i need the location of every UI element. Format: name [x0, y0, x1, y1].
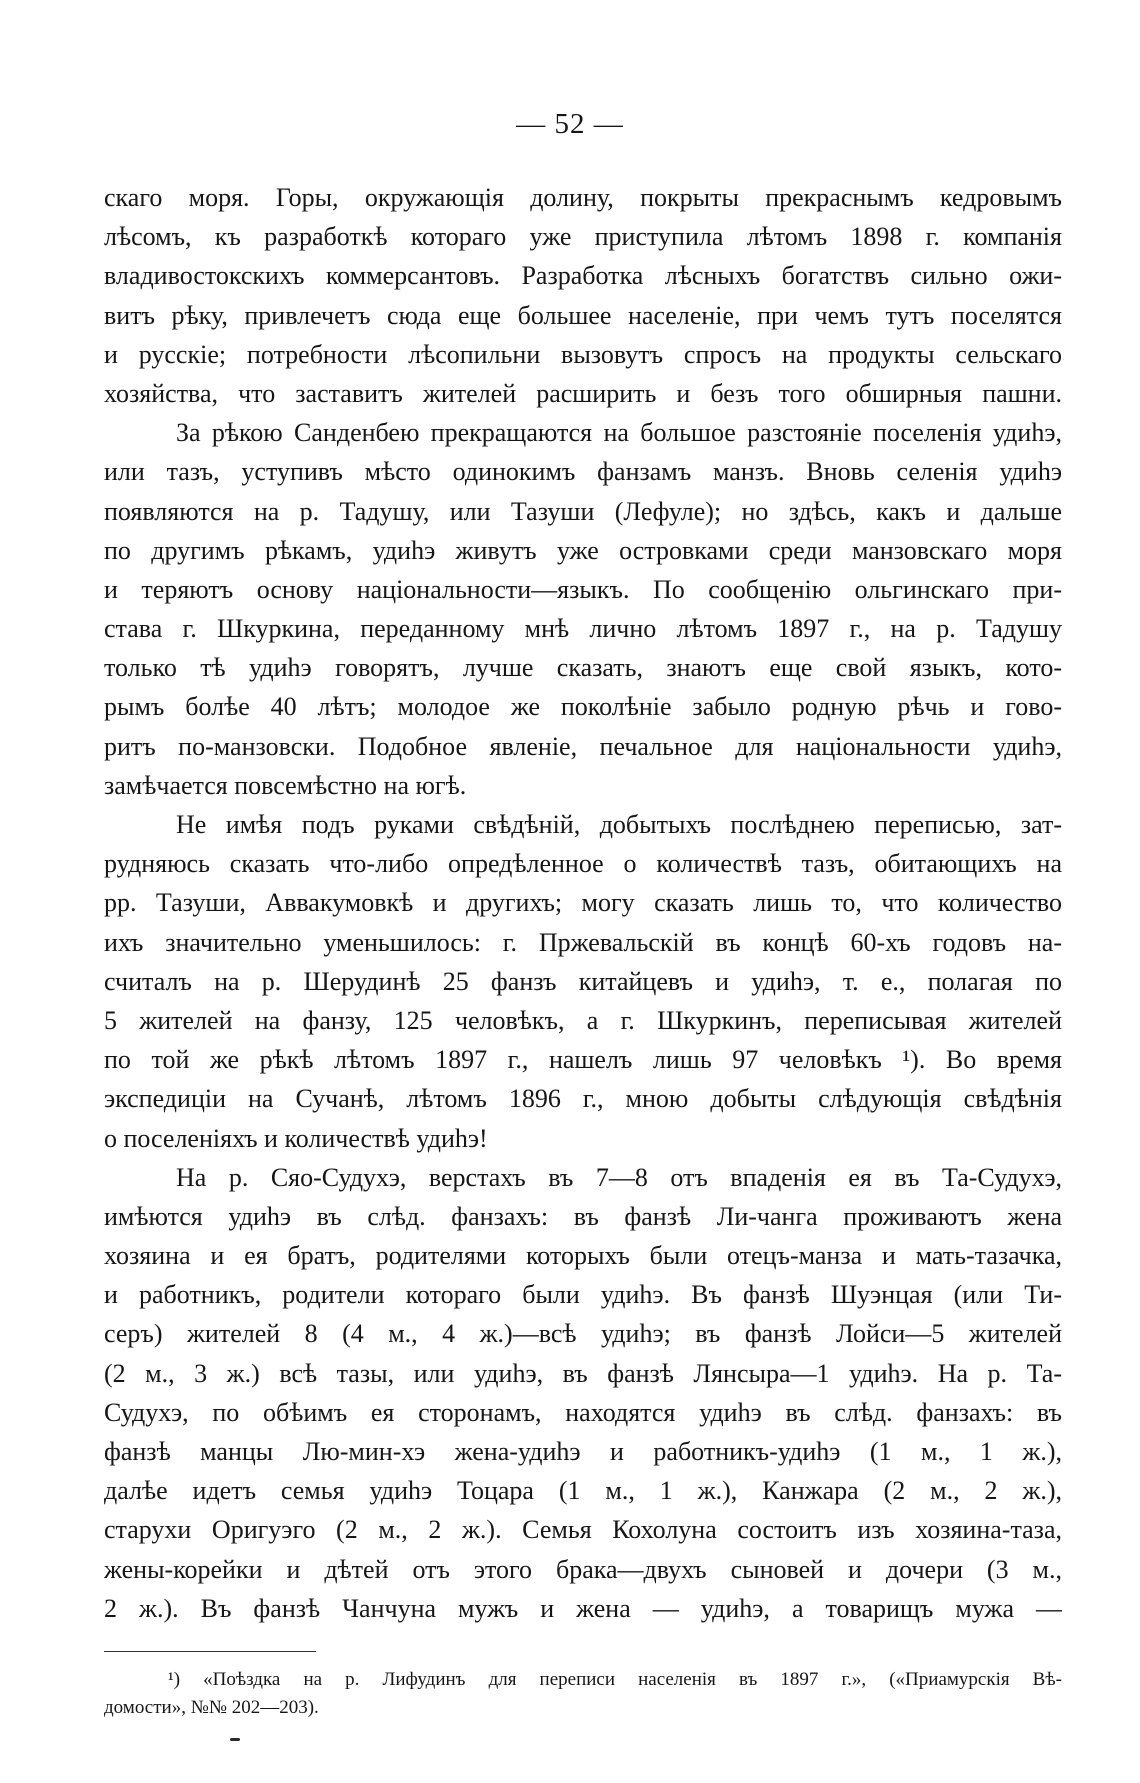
text-line: рудняюсь сказать что-либо опредѣленное о количествѣ тазъ, обитающихъ на	[104, 849, 1062, 879]
footnote-line: ¹) «Поѣздка на р. Лифудинъ для переписи населенія въ 1897 г.», («Приамурскія Вѣ-	[168, 1669, 1062, 1690]
text-line: жены-корейки и дѣтей отъ этого брака—двухъ сыновей и дочери (3 м.,	[104, 1554, 1062, 1584]
text-line: владивостокскихъ коммерсантовъ. Разработка лѣсныхъ богатствъ сильно ожи-	[104, 261, 1062, 291]
text-line: На р. Сяо-Судухэ, верстахъ въ 7—8 отъ впаденія ея въ Та-Судухэ,	[176, 1162, 1062, 1192]
footnote-divider	[104, 1651, 316, 1652]
text-line: ихъ значительно уменьшилось: г. Пржевальскій въ концѣ 60-хъ годовъ на-	[104, 927, 1062, 957]
text-line: имѣются удиһэ въ слѣд. фанзахъ: въ фанзѣ Ли-чанга проживаютъ жена	[104, 1201, 1062, 1231]
text-line: витъ рѣку, привлечетъ сюда еще большее населеніе, при чемъ тутъ поселятся	[104, 300, 1062, 330]
text-line: фанзѣ манцы Лю-мин-хэ жена-удиһэ и работникъ-удиһэ (1 м., 1 ж.),	[104, 1437, 1062, 1466]
text-line: замѣчается повсемѣстно на югѣ.	[104, 770, 467, 800]
text-line: по той же рѣкѣ лѣтомъ 1897 г., нашелъ лишь 97 человѣкъ ¹). Во время	[104, 1045, 1062, 1075]
text-line: экспедиціи на Сучанѣ, лѣтомъ 1896 г., мною добыты слѣдующія свѣдѣнія	[104, 1084, 1062, 1114]
text-line: считалъ на р. Шерудинѣ 25 фанзъ китайцевъ и удиһэ, т. е., полагая по	[104, 966, 1062, 996]
text-line: и русскіе; потребности лѣсопильни вызовутъ спросъ на продукты сельскаго	[104, 339, 1062, 369]
text-line: рымъ болѣе 40 лѣтъ; молодое же поколѣніе забыло родную рѣчь и гово-	[104, 692, 1062, 722]
footnote	[104, 1666, 1062, 1722]
text-line: скаго моря. Горы, окружающія долину, покрыты прекраснымъ кедровымъ	[104, 183, 1062, 212]
text-line: (2 м., 3 ж.) всѣ тазы, или удиһэ, въ фанзѣ Лянсыра—1 удиһэ. На р. Та-	[104, 1358, 1062, 1388]
text-line: старухи Оригуэго (2 м., 2 ж.). Семья Кохолуна состоитъ изъ хозяина-таза,	[104, 1515, 1062, 1545]
text-line: или тазъ, уступивъ мѣсто одинокимъ фанзамъ манзъ. Вновь селенія удиһэ	[104, 457, 1062, 487]
text-line: по другимъ рѣкамъ, удиһэ живутъ уже островками среди манзовскаго моря	[104, 535, 1062, 565]
text-line: появляются на р. Тадушу, или Тазуши (Лефуле); но здѣсь, какъ и дальше	[104, 496, 1062, 526]
text-line: хозяйства, что заставитъ жителей расширить и безъ того обширныя пашни.	[104, 378, 1062, 408]
text-line: только тѣ удиһэ говорятъ, лучше сказать, знаютъ еще свой языкъ, кото-	[104, 653, 1062, 683]
text-line: хозяина и ея братъ, родителями которыхъ были отецъ-манза и мать-тазачка,	[104, 1241, 1062, 1271]
text-line: За рѣкою Санденбею прекращаются на большое разстояніе поселенія удиһэ,	[176, 418, 1062, 448]
text-line: и теряютъ основу національности—языкъ. По сообщенію ольгинскаго при-	[104, 574, 1062, 604]
text-line: Не имѣя подъ руками свѣдѣній, добытыхъ послѣднею переписью, зат-	[176, 810, 1062, 839]
print-speck	[230, 1738, 240, 1741]
footnote-line: домости», №№ 202—203).	[104, 1697, 319, 1718]
body-text	[104, 178, 1062, 1628]
text-line: Судухэ, по обѣимъ ея сторонамъ, находятся удиһэ въ слѣд. фанзахъ: въ	[104, 1397, 1062, 1427]
text-line: 2 ж.). Въ фанзѣ Чанчуна мужъ и жена — удиһэ, а товарищъ мужа —	[104, 1593, 1062, 1623]
text-line: далѣе идетъ семья удиһэ Тоцара (1 м., 1 ж.), Канжара (2 м., 2 ж.),	[104, 1476, 1062, 1506]
text-line: лѣсомъ, къ разработкѣ котораго уже приступила лѣтомъ 1898 г. компанія	[104, 222, 1062, 252]
text-line: ритъ по-манзовски. Подобное явленіе, печальное для національности удиһэ,	[104, 731, 1062, 761]
text-line: серъ) жителей 8 (4 м., 4 ж.)—всѣ удиһэ; въ фанзѣ Лойси—5 жителей	[104, 1319, 1062, 1349]
text-line: рр. Тазуши, Аввакумовкѣ и другихъ; могу сказать лишь то, что количество	[104, 888, 1062, 918]
text-line: о поселеніяхъ и количествѣ удиһэ!	[104, 1123, 488, 1153]
text-line: става г. Шкуркина, переданному мнѣ лично лѣтомъ 1897 г., на р. Тадушу	[104, 614, 1062, 644]
text-line: и работникъ, родители котораго были удиһэ. Въ фанзѣ Шуэнцая (или Ти-	[104, 1280, 1062, 1310]
page-number: — 52 —	[516, 108, 624, 140]
text-line: 5 жителей на фанзу, 125 человѣкъ, а г. Шкуркинъ, переписывая жителей	[104, 1005, 1062, 1035]
